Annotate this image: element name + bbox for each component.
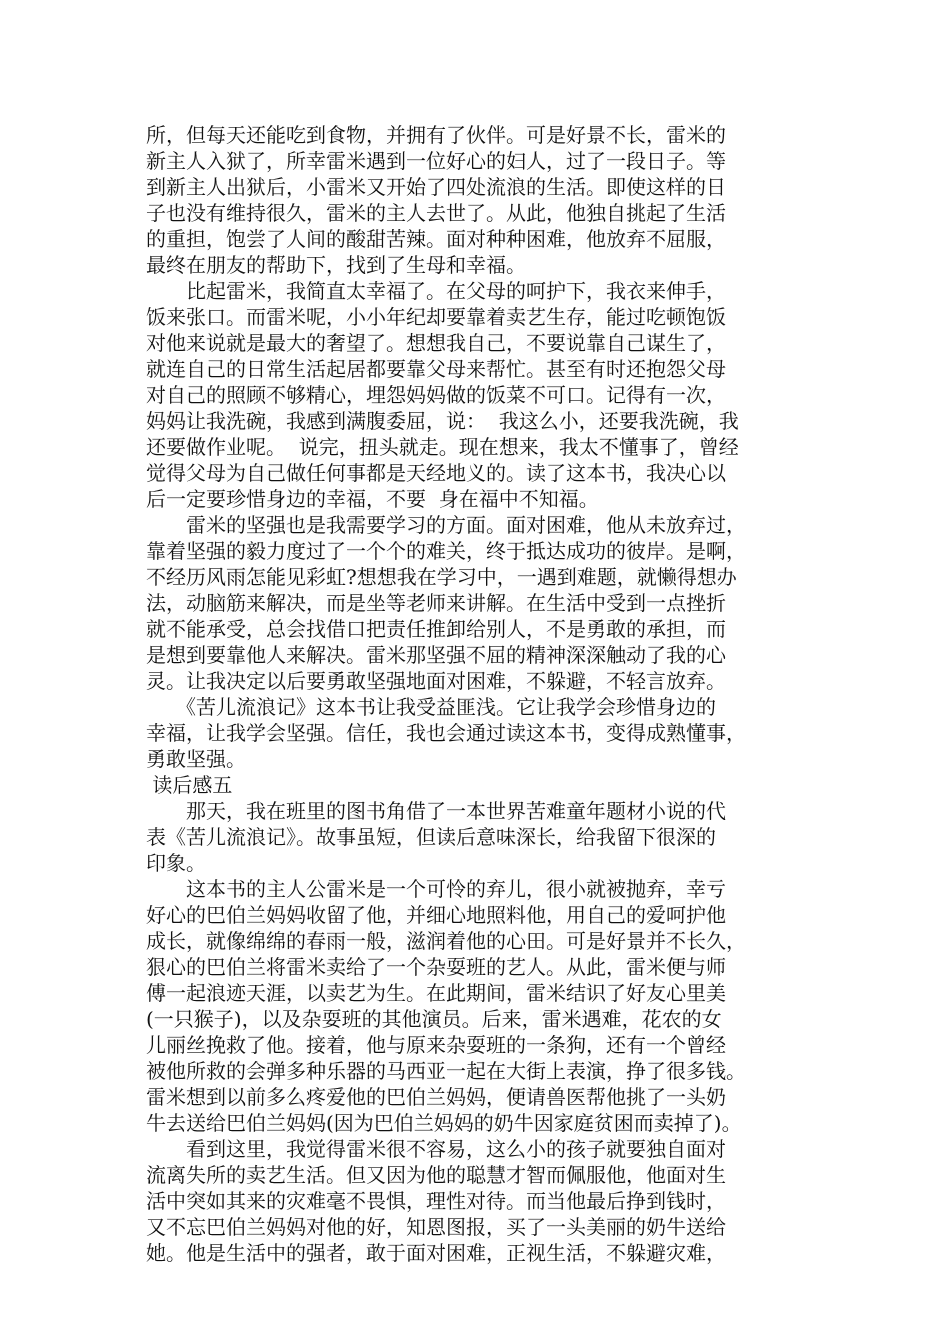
- text-line: 不经历风雨怎能见彩虹?想想我在学习中，一遇到难题，就懒得想办: [146, 565, 737, 589]
- text-line: 对自己的照顾不够精心，埋怨妈妈做的饭菜不可口。记得有一次，: [146, 383, 726, 407]
- text-line: 的重担，饱尝了人间的酸甜苦辣。面对种种困难，他放弃不屈服，: [146, 227, 726, 251]
- text-line: 到新主人出狱后，小雷米又开始了四处流浪的生活。即使这样的日: [146, 175, 726, 199]
- text-line: 比起雷米，我简直太幸福了。在父母的呵护下，我衣来伸手，: [146, 279, 726, 303]
- text-line: 妈妈让我洗碗，我感到满腹委屈，说： 我这么小，还要我洗碗，我: [146, 409, 739, 433]
- document-body: [146, 122, 814, 1266]
- text-line: 子也没有维持很久，雷米的主人去世了。从此，他独自挑起了生活: [146, 201, 726, 225]
- text-line: 靠着坚强的毅力度过了一个个的难关，终于抵达成功的彼岸。是啊，: [146, 539, 746, 563]
- text-line: 好心的巴伯兰妈妈收留了他，并细心地照料他，用自己的爱呵护他: [146, 903, 726, 927]
- text-line: 觉得父母为自己做任何事都是天经地义的。读了这本书，我决心以: [146, 461, 726, 485]
- section-heading: 读后感五: [146, 773, 233, 797]
- text-line: 饭来张口。而雷米呢，小小年纪却要靠着卖艺生存，能过吃顿饱饭: [146, 305, 726, 329]
- text-line: 就不能承受，总会找借口把责任推卸给别人，不是勇敢的承担，而: [146, 617, 726, 641]
- text-line: 流离失所的卖艺生活。但又因为他的聪慧才智而佩服他，他面对生: [146, 1163, 726, 1187]
- text-line: 灵。让我决定以后要勇敢坚强地面对困难，不躲避，不轻言放弃。: [146, 669, 726, 693]
- text-line: 表《苦儿流浪记》。故事虽短，但读后意味深长，给我留下很深的: [146, 825, 716, 849]
- text-line: 被他所救的会弹多种乐器的马西亚一起在大街上表演，挣了很多钱。: [146, 1059, 746, 1083]
- text-line: 雷米的坚强也是我需要学习的方面。面对困难，他从未放弃过，: [146, 513, 746, 537]
- text-line: 幸福，让我学会坚强。信任，我也会通过读这本书，变得成熟懂事，: [146, 721, 746, 745]
- text-line: 所，但每天还能吃到食物，并拥有了伙伴。可是好景不长，雷米的: [146, 123, 726, 147]
- text-line: 是想到要靠他人来解决。雷米那坚强不屈的精神深深触动了我的心: [146, 643, 726, 667]
- text-line: 活中突如其来的灾难毫不畏惧，理性对待。而当他最后挣到钱时，: [146, 1189, 726, 1213]
- text-line: 还要做作业呢。 说完，扭头就走。现在想来，我太不懂事了，曾经: [146, 435, 739, 459]
- text-line: (一只猴子)，以及杂耍班的其他演员。后来，雷米遇难，花农的女: [146, 1007, 722, 1031]
- text-line: 最终在朋友的帮助下，找到了生母和幸福。: [146, 253, 526, 277]
- text-line: 看到这里，我觉得雷米很不容易，这么小的孩子就要独自面对: [146, 1137, 726, 1161]
- text-line: 印象。: [146, 851, 206, 875]
- text-line: 法，动脑筋来解决，而是坐等老师来讲解。在生活中受到一点挫折: [146, 591, 726, 615]
- text-line: 就连自己的日常生活起居都要靠父母来帮忙。甚至有时还抱怨父母: [146, 357, 726, 381]
- text-line: 新主人入狱了，所幸雷米遇到一位好心的妇人，过了一段日子。等: [146, 149, 726, 173]
- text-line: 狠心的巴伯兰将雷米卖给了一个杂耍班的艺人。从此，雷米便与师: [146, 955, 726, 979]
- text-line: 勇敢坚强。: [146, 747, 246, 771]
- text-line: 对他来说就是最大的奢望了。想想我自己，不要说靠自己谋生了，: [146, 331, 726, 355]
- text-line: 雷米想到以前多么疼爱他的巴伯兰妈妈，便请兽医帮他挑了一头奶: [146, 1085, 726, 1109]
- text-line: 她。他是生活中的强者，敢于面对困难，正视生活，不躲避灾难，: [146, 1241, 726, 1265]
- text-line: 这本书的主人公雷米是一个可怜的弃儿，很小就被抛弃，幸亏: [146, 877, 726, 901]
- text-line: 儿丽丝挽救了他。接着，他与原来杂耍班的一条狗，还有一个曾经: [146, 1033, 726, 1057]
- text-line: 那天，我在班里的图书角借了一本世界苦难童年题材小说的代: [146, 799, 726, 823]
- text-line: 牛去送给巴伯兰妈妈(因为巴伯兰妈妈的奶牛因家庭贫困而卖掉了)。: [146, 1111, 742, 1135]
- text-line: 又不忘巴伯兰妈妈对他的好，知恩图报，买了一头美丽的奶牛送给: [146, 1215, 726, 1239]
- text-line: 《苦儿流浪记》这本书让我受益匪浅。它让我学会珍惜身边的: [146, 695, 716, 719]
- text-line: 傅一起浪迹天涯，以卖艺为生。在此期间，雷米结识了好友心里美: [146, 981, 726, 1005]
- text-line: 成长，就像绵绵的春雨一般，滋润着他的心田。可是好景并不长久，: [146, 929, 746, 953]
- text-line: 后一定要珍惜身边的幸福，不要 身在福中不知福。: [146, 487, 599, 511]
